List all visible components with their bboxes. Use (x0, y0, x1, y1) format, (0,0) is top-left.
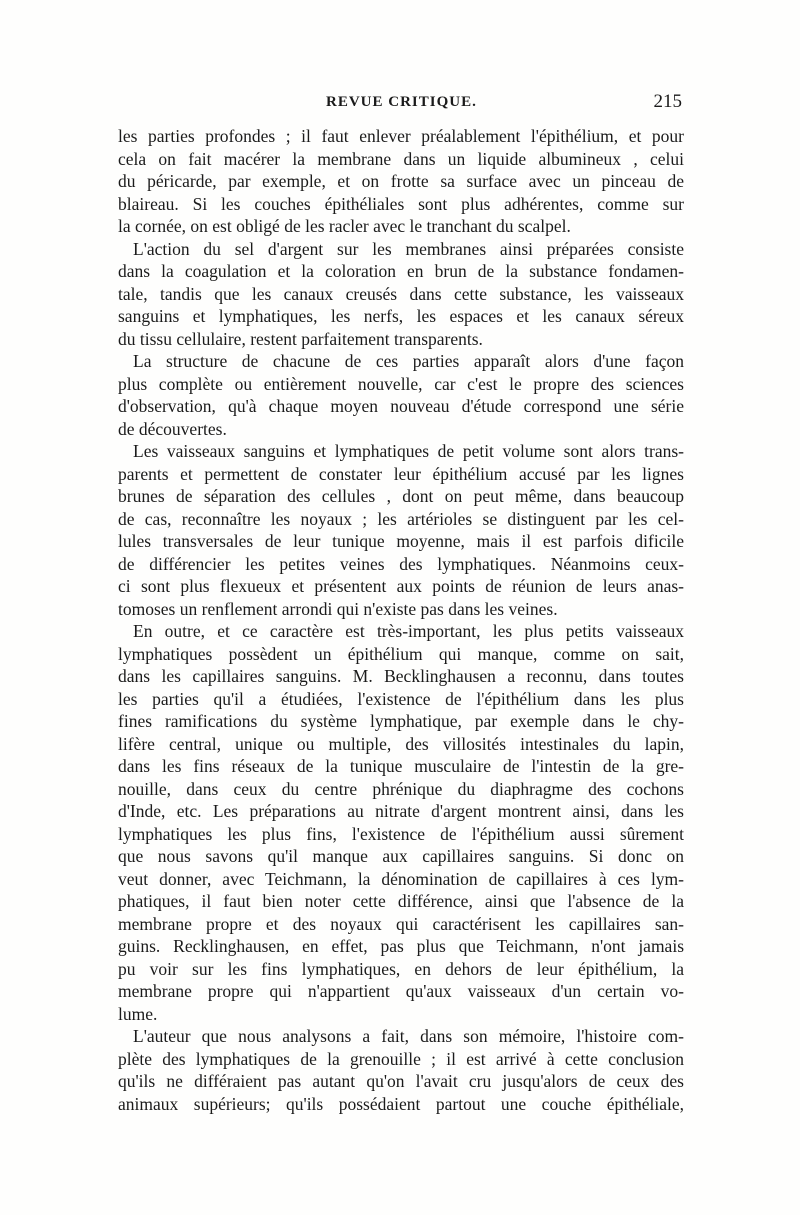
text-line: plus complète ou entièrement nouvelle, car c'est le propre des sciences (118, 373, 684, 394)
text-line: lymphatiques possèdent un épithélium qui manque, comme on sait, (118, 643, 684, 664)
text-line: nouille, dans ceux du centre phrénique du diaphragme des cochons (118, 778, 684, 799)
paragraph (118, 350, 684, 440)
text-line: Les vaisseaux sanguins et lymphatiques de petit volume sont alors trans- (133, 441, 684, 461)
text-line: animaux supérieurs; qu'ils possédaient partout une couche épithéliale, (118, 1093, 684, 1114)
paragraph (118, 620, 684, 1025)
text-line: dans les capillaires sanguins. M. Becklinghausen a reconnu, dans toutes (118, 666, 684, 686)
text-line: membrane propre et des noyaux qui caractérisent les capillaires san- (118, 913, 684, 934)
text-line: phatiques, il faut bien noter cette différence, ainsi que l'absence de la (118, 891, 684, 911)
text-line: La structure de chacune de ces parties apparaît alors d'une façon (133, 351, 684, 371)
text-line: L'auteur que nous analysons a fait, dans son mémoire, l'histoire com- (133, 1026, 684, 1046)
text-line: lymphatiques les plus fins, l'existence de l'épithélium aussi sûrement (118, 823, 684, 844)
page-header (118, 91, 684, 124)
text-line: du tissu cellulaire, restent parfaitement transparents. (118, 328, 483, 349)
text-line: la cornée, on est obligé de les racler avec le tranchant du scalpel. (118, 216, 571, 236)
text-line: fines ramifications du système lymphatique, par exemple dans le chy- (118, 711, 684, 731)
body-text (118, 125, 684, 1115)
paragraph (118, 125, 684, 238)
text-line: pu voir sur les fins lymphatiques, en dehors de leur épithélium, la (118, 958, 684, 979)
text-line: d'Inde, etc. Les préparations au nitrate d'argent montrent ainsi, dans les (118, 801, 684, 821)
paragraph (118, 1025, 684, 1115)
text-line: parents et permettent de constater leur épithélium accusé par les lignes (118, 463, 684, 484)
page-number: 215 (653, 91, 682, 112)
running-title: REVUE CRITIQUE. (326, 94, 477, 110)
text-line: du péricarde, par exemple, et on frotte sa surface avec un pinceau de (118, 171, 684, 191)
text-line: de cas, reconnaître les noyaux ; les artérioles se distinguent par les cel- (118, 508, 684, 529)
text-line: que nous savons qu'il manque aux capillaires sanguins. Si donc on (118, 846, 684, 866)
text-line: les parties profondes ; il faut enlever préalablement l'épithélium, et pour (118, 126, 684, 146)
text-line: tomoses un renflement arrondi qui n'existe pas dans les veines. (118, 598, 558, 619)
text-line: de découvertes. (118, 418, 227, 439)
text-line: les parties qu'il a étudiées, l'existence de l'épithélium dans les plus (118, 688, 684, 709)
text-line: brunes de séparation des cellules , dont on peut même, dans beaucoup (118, 486, 684, 506)
text-line: L'action du sel d'argent sur les membranes ainsi préparées consiste (133, 238, 684, 259)
text-line: veut donner, avec Teichmann, la dénomination de capillaires à ces lym- (118, 868, 684, 889)
text-line: lules transversales de leur tunique moyenne, mais il est parfois dificile (118, 531, 684, 551)
text-line: de différencier les petites veines des lymphatiques. Néanmoins ceux- (118, 553, 684, 574)
text-line: tale, tandis que les canaux creusés dans cette substance, les vaisseaux (118, 283, 684, 304)
text-line: sanguins et lymphatiques, les nerfs, les espaces et les canaux séreux (118, 306, 684, 326)
text-line: blaireau. Si les couches épithéliales sont plus adhérentes, comme sur (118, 193, 684, 214)
text-line: plète des lymphatiques de la grenouille ; il est arrivé à cette conclusion (118, 1048, 684, 1069)
text-line: d'observation, qu'à chaque moyen nouveau d'étude correspond une série (118, 396, 684, 416)
text-line: cela on fait macérer la membrane dans un liquide albumineux , celui (118, 148, 684, 169)
text-line: lifère central, unique ou multiple, des villosités intestinales du lapin, (118, 733, 684, 754)
text-line: ci sont plus flexueux et présentent aux points de réunion de leurs anas- (118, 576, 684, 596)
paragraph (118, 440, 684, 620)
paragraph (118, 238, 684, 351)
text-line: guins. Recklinghausen, en effet, pas plus que Teichmann, n'ont jamais (118, 936, 684, 956)
text-line: lume. (118, 1003, 158, 1024)
text-line: dans la coagulation et la coloration en brun de la substance fondamen- (118, 261, 684, 281)
text-line: En outre, et ce caractère est très-important, les plus petits vaisseaux (133, 621, 684, 641)
text-line: dans les fins réseaux de la tunique musculaire de l'intestin de la gre- (118, 756, 684, 776)
text-line: membrane propre qui n'appartient qu'aux vaisseaux d'un certain vo- (118, 981, 684, 1001)
text-line: qu'ils ne différaient pas autant qu'on l'avait cru jusqu'alors de ceux des (118, 1071, 684, 1091)
